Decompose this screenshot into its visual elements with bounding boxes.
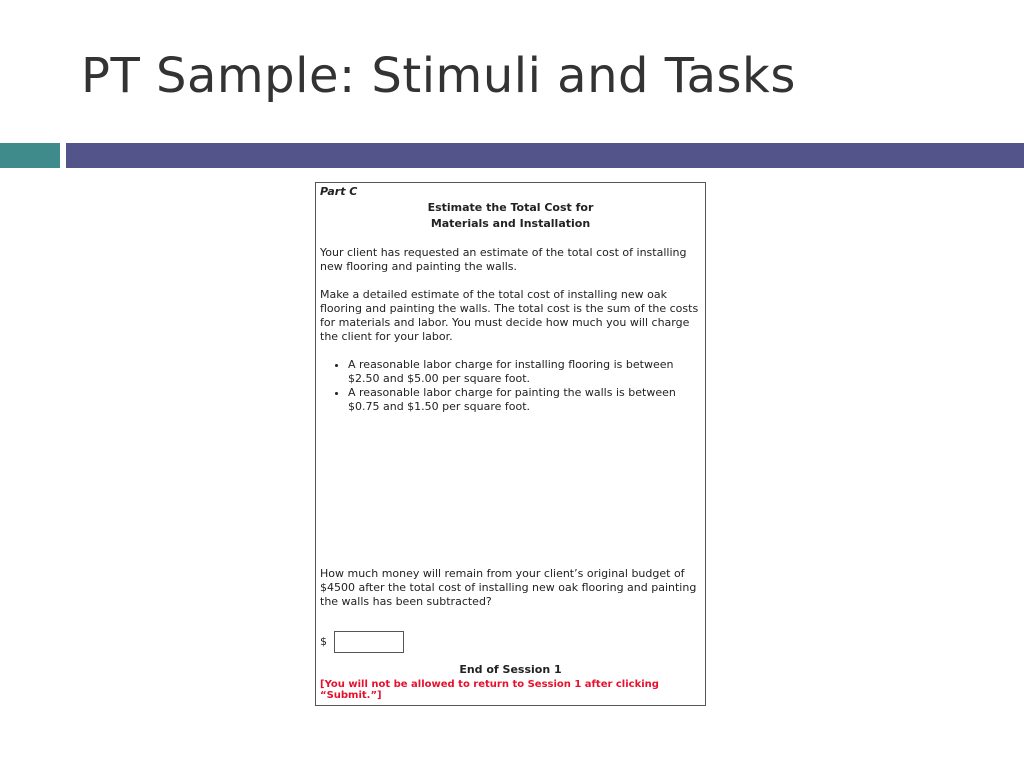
list-item: • A reasonable labor charge for installing flooring is between $2.50 and $5.00 per square foot. xyxy=(348,358,701,386)
currency-symbol: $ xyxy=(320,635,327,648)
answer-input[interactable] xyxy=(334,631,404,653)
list-item: • A reasonable labor charge for painting the walls is between $0.75 and $1.50 per square foot. xyxy=(348,386,701,414)
answer-row xyxy=(320,631,404,653)
budget-question: How much money will remain from your client’s original budget of $4500 after the total cost of installing new oak flooring and painting the walls has been subtracted? xyxy=(320,567,697,608)
accent-bar-left xyxy=(0,143,60,168)
session-warning: [You will not be allowed to return to Session 1 after clicking “Submit.”] xyxy=(320,679,659,701)
task-heading-line2: Materials and Installation xyxy=(430,217,591,230)
task-heading xyxy=(320,200,701,232)
task-card xyxy=(315,182,706,706)
part-label: Part C xyxy=(320,185,358,198)
end-of-session-label: End of Session 1 xyxy=(459,663,562,676)
slide-title: PT Sample: Stimuli and Tasks xyxy=(81,48,796,104)
task-heading-line1: Estimate the Total Cost for xyxy=(427,201,594,214)
labor-charge-list xyxy=(320,358,701,414)
instructions-paragraph: Make a detailed estimate of the total cost of installing new oak flooring and painting the walls. The total cost is the sum of the costs for materials and labor. You must decide how much you will charge the client for your labor. xyxy=(320,288,699,343)
accent-bar-right xyxy=(66,143,1024,168)
intro-paragraph: Your client has requested an estimate of the total cost of installing new flooring and painting the walls. xyxy=(320,246,687,273)
